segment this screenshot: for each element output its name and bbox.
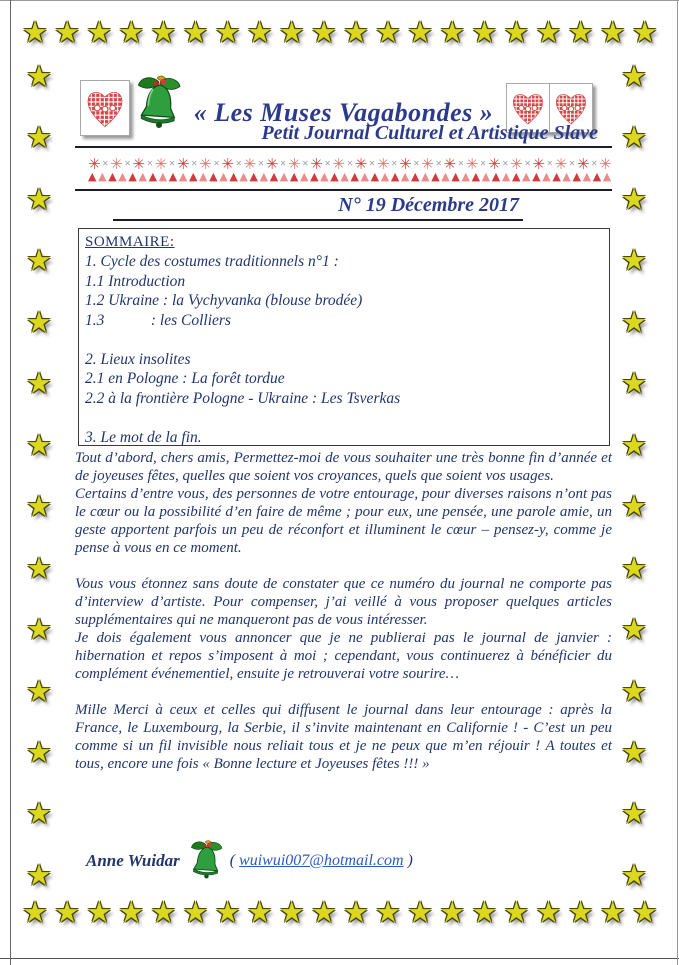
stitch-cross-icon: ✕ (235, 159, 243, 168)
stitch-cross-icon: ✕ (368, 159, 376, 168)
zigzag-triangle-icon: ▲ (138, 170, 147, 182)
page-frame-bottom (0, 958, 679, 959)
stitch-cross-icon: ✕ (102, 159, 109, 168)
zigzag-triangle-icon: ▲ (522, 170, 531, 182)
zigzag-triangle-icon: ▲ (188, 170, 198, 182)
zigzag-triangle-icon: ▲ (421, 170, 430, 182)
stitch-flower-icon: ✳ (199, 155, 212, 173)
sommaire-list (85, 252, 603, 447)
stitch-flower-icon: ✳ (487, 155, 501, 173)
sommaire-item: 2.2 à la frontière Pologne - Ukraine : Les Tsverkas (85, 389, 401, 407)
stars-top (22, 15, 658, 49)
zigzag-triangle-icon: ▲ (350, 170, 359, 182)
body-text (75, 449, 612, 773)
stitch-flower-icon: ✳ (421, 155, 434, 173)
star-icon: ★ (310, 895, 337, 929)
email-link[interactable]: wuiwui007@hotmail.com (239, 852, 404, 869)
star-icon: ★ (22, 15, 48, 49)
stitch-flower-icon: ✳ (265, 155, 279, 173)
stitch-flower-icon: ✳ (176, 155, 190, 173)
star-icon: ★ (631, 15, 658, 49)
star-icon: ★ (407, 895, 434, 929)
zigzag-triangle-icon: ▲ (602, 170, 612, 182)
zigzag-triangle-icon: ▲ (491, 170, 501, 182)
sommaire-item: 1. Cycle des costumes traditionnels n°1 : (85, 253, 339, 270)
stitch-cross-icon: ✕ (302, 159, 309, 168)
stitch-cross-icon: ✕ (457, 159, 465, 168)
star-icon: ★ (439, 895, 466, 929)
sommaire-item: 1.1 Introduction (85, 272, 186, 290)
star-icon: ★ (621, 550, 647, 585)
stitch-cross-icon: ✕ (168, 159, 176, 168)
star-icon: ★ (26, 489, 52, 524)
zigzag-triangle-icon: ▲ (552, 170, 561, 182)
stitch-cross-icon: ✕ (146, 159, 154, 168)
star-icon: ★ (26, 243, 52, 278)
stitch-flower-icon: ✳ (310, 155, 323, 173)
star-icon: ★ (246, 15, 273, 49)
page-frame-right (677, 0, 678, 965)
stitch-flower-icon: ✳ (332, 155, 345, 173)
zigzag-triangle-icon: ▲ (98, 170, 107, 182)
zigzag-triangle-icon: ▲ (289, 170, 299, 182)
stitch-flower-icon: ✳ (354, 155, 368, 173)
stitch-cross-icon: ✕ (346, 159, 354, 168)
sommaire-item (85, 330, 603, 350)
zigzag-triangle-icon: ▲ (370, 170, 380, 182)
star-icon: ★ (535, 15, 562, 49)
zigzag-triangle-icon: ▲ (330, 170, 339, 182)
zigzag-triangle-icon: ▲ (199, 170, 208, 182)
sommaire-item (85, 408, 603, 428)
star-icon: ★ (118, 895, 145, 929)
star-icon: ★ (439, 15, 466, 49)
star-icon: ★ (375, 895, 402, 929)
star-icon: ★ (503, 895, 530, 929)
stars-bottom (22, 895, 658, 929)
zigzag-triangle-icon: ▲ (320, 170, 329, 182)
stitch-flower-icon: ✳ (465, 155, 479, 173)
zigzag-triangle-icon: ▲ (279, 170, 289, 182)
zigzag-triangle-icon: ▲ (269, 170, 279, 182)
star-icon: ★ (26, 304, 52, 339)
zigzag-triangle-icon: ▲ (310, 170, 319, 182)
stitch-flower-icon: ✳ (399, 155, 412, 173)
zigzag-triangle-icon: ▲ (360, 170, 369, 182)
stars-left (26, 59, 52, 892)
zigzag-triangle-icon: ▲ (128, 170, 137, 182)
horizontal-rule (75, 189, 612, 191)
journal-subtitle: Petit Journal Culturel et Artistique Slave (75, 122, 612, 148)
star-icon: ★ (182, 895, 209, 929)
star-icon: ★ (621, 304, 647, 339)
star-icon: ★ (26, 181, 52, 216)
stitch-flower-icon: ✳ (88, 155, 101, 173)
star-icon: ★ (599, 15, 626, 49)
star-icon: ★ (631, 895, 658, 929)
star-icon: ★ (599, 895, 626, 929)
star-icon: ★ (214, 895, 241, 929)
sommaire-heading: SOMMAIRE: (85, 234, 175, 250)
paragraph: Certains d’entre vous, des personnes de votre entourage, pour diverses raisons n’ont pas le cœur ou la possibilité d’en faire de même ; pour eux, une pensée, une parole amie, un geste apportent parfois un peu de réconfort et illuminent le cœur – pensez-y, comme je pense à vous en ce moment. (75, 486, 612, 556)
paragraph (75, 683, 612, 701)
stitch-cross-icon: ✕ (124, 159, 131, 168)
zigzag-triangle-icon: ▲ (118, 170, 127, 182)
page-frame-top (0, 0, 679, 1)
stitch-flower-icon: ✳ (243, 155, 257, 173)
band-zigzag-row (88, 171, 612, 182)
zigzag-triangle-icon: ▲ (209, 170, 218, 182)
star-icon: ★ (26, 673, 52, 708)
cross-stitch-band (88, 155, 612, 182)
stitch-cross-icon: ✕ (435, 159, 443, 168)
zigzag-triangle-icon: ▲ (431, 170, 440, 182)
zigzag-triangle-icon: ▲ (299, 170, 309, 182)
star-icon: ★ (26, 550, 52, 585)
star-icon: ★ (86, 895, 113, 929)
star-icon: ★ (26, 59, 52, 93)
issue-number: N° 19 Décembre 2017 (113, 194, 523, 221)
star-icon: ★ (621, 366, 647, 401)
star-icon: ★ (621, 673, 647, 708)
zigzag-triangle-icon: ▲ (158, 170, 168, 182)
star-icon: ★ (214, 15, 241, 49)
stitch-flower-icon: ✳ (110, 155, 123, 173)
zigzag-triangle-icon: ▲ (511, 170, 521, 182)
sommaire-item: 3. Le mot de la fin. (85, 428, 202, 446)
zigzag-triangle-icon: ▲ (542, 170, 551, 182)
star-icon: ★ (471, 15, 498, 49)
zigzag-triangle-icon: ▲ (108, 170, 117, 182)
zigzag-triangle-icon: ▲ (259, 170, 269, 182)
star-icon: ★ (621, 612, 647, 647)
stitch-flower-icon: ✳ (132, 155, 146, 173)
stitch-cross-icon: ✕ (524, 159, 531, 168)
zigzag-triangle-icon: ▲ (168, 170, 178, 182)
zigzag-triangle-icon: ▲ (441, 170, 450, 182)
zigzag-triangle-icon: ▲ (451, 170, 460, 182)
page-frame-left (10, 0, 11, 965)
sommaire-item: 1.3 : les Colliers (85, 311, 231, 329)
zigzag-triangle-icon: ▲ (582, 170, 592, 182)
zigzag-triangle-icon: ▲ (239, 170, 248, 182)
stitch-flower-icon: ✳ (554, 155, 568, 173)
stitch-cross-icon: ✕ (501, 159, 509, 168)
star-icon: ★ (26, 427, 52, 462)
sommaire-box (78, 228, 610, 446)
journal-title: « Les Muses Vagabondes » (193, 98, 494, 127)
zigzag-triangle-icon: ▲ (219, 170, 228, 182)
zigzag-triangle-icon: ▲ (88, 170, 97, 182)
zigzag-triangle-icon: ▲ (481, 170, 491, 182)
star-icon: ★ (621, 181, 647, 216)
stitch-cross-icon: ✕ (324, 159, 331, 168)
star-icon: ★ (150, 15, 177, 49)
zigzag-triangle-icon: ▲ (390, 170, 400, 182)
stitch-cross-icon: ✕ (257, 159, 265, 168)
zigzag-triangle-icon: ▲ (572, 170, 581, 182)
zigzag-triangle-icon: ▲ (532, 170, 541, 182)
star-icon: ★ (54, 895, 81, 929)
star-icon: ★ (278, 895, 305, 929)
stitch-cross-icon: ✕ (479, 159, 487, 168)
zigzag-triangle-icon: ▲ (461, 170, 470, 182)
close-paren: ) (403, 852, 413, 869)
sommaire-item: 2. Lieux insolites (85, 350, 191, 368)
star-icon: ★ (310, 15, 337, 49)
star-icon: ★ (342, 895, 369, 929)
star-icon: ★ (621, 427, 647, 462)
star-icon: ★ (26, 857, 52, 892)
stitch-cross-icon: ✕ (390, 159, 398, 168)
star-icon: ★ (26, 120, 52, 155)
zigzag-triangle-icon: ▲ (400, 170, 410, 182)
zigzag-triangle-icon: ▲ (229, 170, 238, 182)
open-paren: ( (229, 852, 240, 869)
star-icon: ★ (278, 15, 305, 49)
star-icon: ★ (535, 895, 562, 929)
zigzag-triangle-icon: ▲ (471, 170, 481, 182)
paragraph: Mille Merci à ceux et celles qui diffusent le journal dans leur entourage : après la France, le Luxembourg, la Serbie, il s’invite maintenant en Californie ! - C’est un peu comme si un fil invisible nous reliait tous et je ne peux que m’en réjouir ! A toutes et tous, encore une fois « Bonne lecture et Joyeuses fêtes !!! » (75, 702, 612, 772)
zigzag-triangle-icon: ▲ (592, 170, 602, 182)
stitch-cross-icon: ✕ (190, 159, 198, 168)
star-icon: ★ (621, 59, 647, 93)
stitch-flower-icon: ✳ (576, 155, 590, 173)
star-icon: ★ (26, 734, 52, 769)
stitch-cross-icon: ✕ (213, 159, 220, 168)
zigzag-triangle-icon: ▲ (411, 170, 420, 182)
paragraph: Tout d’abord, chers amis, Permettez-moi de vous souhaiter une très bonne fin d’année et de joyeuses fêtes, quelles que soient vos croyances, quels que soient vos usages. (75, 450, 612, 484)
star-icon: ★ (26, 796, 52, 831)
sommaire-item: 1.2 Ukraine : la Vychyvanka (blouse brodée) (85, 292, 363, 309)
sommaire-item: 2.1 en Pologne : La forêt tordue (85, 370, 285, 387)
star-icon: ★ (342, 15, 369, 49)
paragraph (75, 557, 612, 575)
stitch-flower-icon: ✳ (376, 155, 390, 173)
zigzag-triangle-icon: ▲ (178, 170, 188, 182)
star-icon: ★ (621, 734, 647, 769)
zigzag-triangle-icon: ▲ (380, 170, 390, 182)
star-icon: ★ (567, 895, 594, 929)
star-icon: ★ (26, 612, 52, 647)
star-icon: ★ (621, 120, 647, 155)
christmas-bell-icon (184, 837, 225, 886)
zigzag-triangle-icon: ▲ (340, 170, 349, 182)
star-icon: ★ (621, 796, 647, 831)
stitch-cross-icon: ✕ (279, 159, 287, 168)
star-icon: ★ (567, 15, 594, 49)
stitch-cross-icon: ✕ (546, 159, 554, 168)
star-icon: ★ (246, 895, 273, 929)
author-name: Anne Wuidar (86, 851, 180, 870)
star-icon: ★ (22, 895, 48, 929)
paragraph: Vous vous étonnez sans doute de constater que ce numéro du journal ne comporte pas d’interview d’artiste. Pour compenser, j’ai veillé à vous proposer quelques articles supplémentaires qui ne manqueront pas de vous intéresser. (75, 576, 612, 628)
star-icon: ★ (621, 243, 647, 278)
zigzag-triangle-icon: ▲ (148, 170, 158, 182)
stitch-flower-icon: ✳ (510, 155, 523, 173)
star-icon: ★ (86, 15, 113, 49)
star-icon: ★ (118, 15, 145, 49)
zigzag-triangle-icon: ▲ (249, 170, 258, 182)
star-icon: ★ (26, 366, 52, 401)
stitch-flower-icon: ✳ (443, 155, 457, 173)
star-icon: ★ (407, 15, 434, 49)
stitch-flower-icon: ✳ (532, 155, 545, 173)
star-icon: ★ (471, 895, 498, 929)
stars-right (621, 59, 647, 892)
star-icon: ★ (182, 15, 209, 49)
stitch-flower-icon: ✳ (154, 155, 168, 173)
stitch-flower-icon: ✳ (221, 155, 234, 173)
email-wrapper (230, 852, 413, 870)
star-icon: ★ (150, 895, 177, 929)
stitch-flower-icon: ✳ (287, 155, 301, 173)
stitch-cross-icon: ✕ (590, 159, 598, 168)
stitch-flower-icon: ✳ (599, 155, 612, 173)
zigzag-triangle-icon: ▲ (562, 170, 571, 182)
signature-row (86, 838, 413, 884)
star-icon: ★ (503, 15, 530, 49)
star-icon: ★ (621, 489, 647, 524)
paragraph: Je dois également vous annoncer que je ne publierai pas le journal de janvier : hibernation et repos s’imposent à moi ; cependant, vous continuerez à bénéficier du complément événementiel, ensuite je retrouverai votre sourire… (75, 630, 612, 682)
star-icon: ★ (621, 857, 647, 892)
zigzag-triangle-icon: ▲ (501, 170, 511, 182)
star-icon: ★ (54, 15, 81, 49)
stitch-cross-icon: ✕ (568, 159, 576, 168)
stitch-cross-icon: ✕ (413, 159, 420, 168)
star-icon: ★ (375, 15, 402, 49)
